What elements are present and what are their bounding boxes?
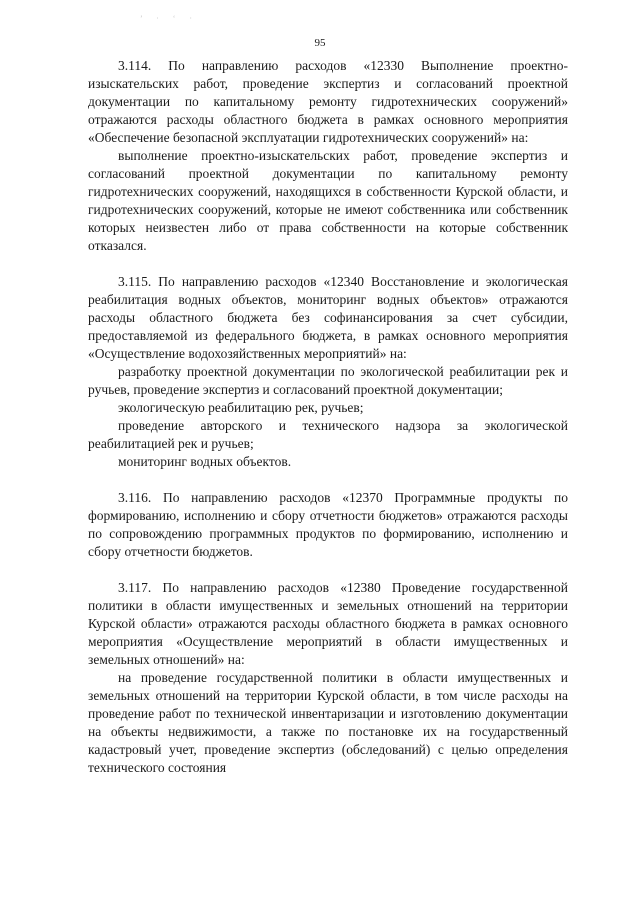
section-3-117 (88, 579, 568, 777)
list-item: экологическую реабилитацию рек, ручьев; (118, 400, 364, 415)
scan-marks: ’ · ‘ · (140, 14, 199, 23)
section-3-114 (88, 57, 568, 255)
list-item: выполнение проектно-изыскательских работ, проведение экспертиз и согласований проектной документации по капитальному ремонту гидротехнических сооружений, находящихся в собственности Курской области, и гидротехнических сооружений, которые не имеют собственника или собственник которых неизвестен либо от права собственности на которые собственник отказался. (88, 148, 568, 253)
document-body (88, 57, 568, 777)
paragraph-intro: 3.116. По направлению расходов «12370 Программные продукты по формированию, исполнению и сбору отчетности бюджетов» отражаются расходы по сопровождению программных продуктов по формированию, исполнению и сбору отчетности бюджетов. (88, 490, 568, 559)
list-item: проведение авторского и технического надзора за экологической реабилитацией рек и ручьев; (88, 418, 568, 451)
list-item: мониторинг водных объектов. (118, 454, 292, 469)
paragraph-intro: 3.114. По направлению расходов «12330 Выполнение проектно-изыскательских работ, проведение экспертиз и согласований проектной документации по капитальному ремонту гидротехнических сооружений» отражаются расходы областного бюджета в рамках основного мероприятия «Обеспечение безопасной эксплуатации гидротехнических сооружений» на: (88, 58, 568, 145)
section-3-115 (88, 273, 568, 471)
paragraph-intro: 3.115. По направлению расходов «12340 Восстановление и экологическая реабилитация водных объектов, мониторинг водных объектов» отражаются расходы областного бюджета без софинансирования за счет субсидии, предоставляемой из федерального бюджета, в рамках основного мероприятия «Осуществление водохозяйственных мероприятий» на: (88, 274, 568, 361)
paragraph-intro: 3.117. По направлению расходов «12380 Проведение государственной политики в области имущественных и земельных отношений на территории Курской области» отражаются расходы областного бюджета в рамках основного мероприятия «Осуществление мероприятий в области имущественных и земельных отношений» на: (88, 580, 568, 667)
page-number: 95 (314, 37, 326, 49)
list-item: разработку проектной документации по экологической реабилитации рек и ручьев, проведение экспертиз и согласований проектной документации; (88, 364, 568, 397)
list-item: на проведение государственной политики в области имущественных и земельных отношений на территории Курской области, в том числе расходы на проведение работ по технической инвентаризации и изготовлению документации на объекты недвижимости, а также по постановке их на государственный кадастровый учет, проведение экспертиз (обследований) с целью определения технического состояния (88, 670, 568, 775)
section-3-116 (88, 489, 568, 561)
